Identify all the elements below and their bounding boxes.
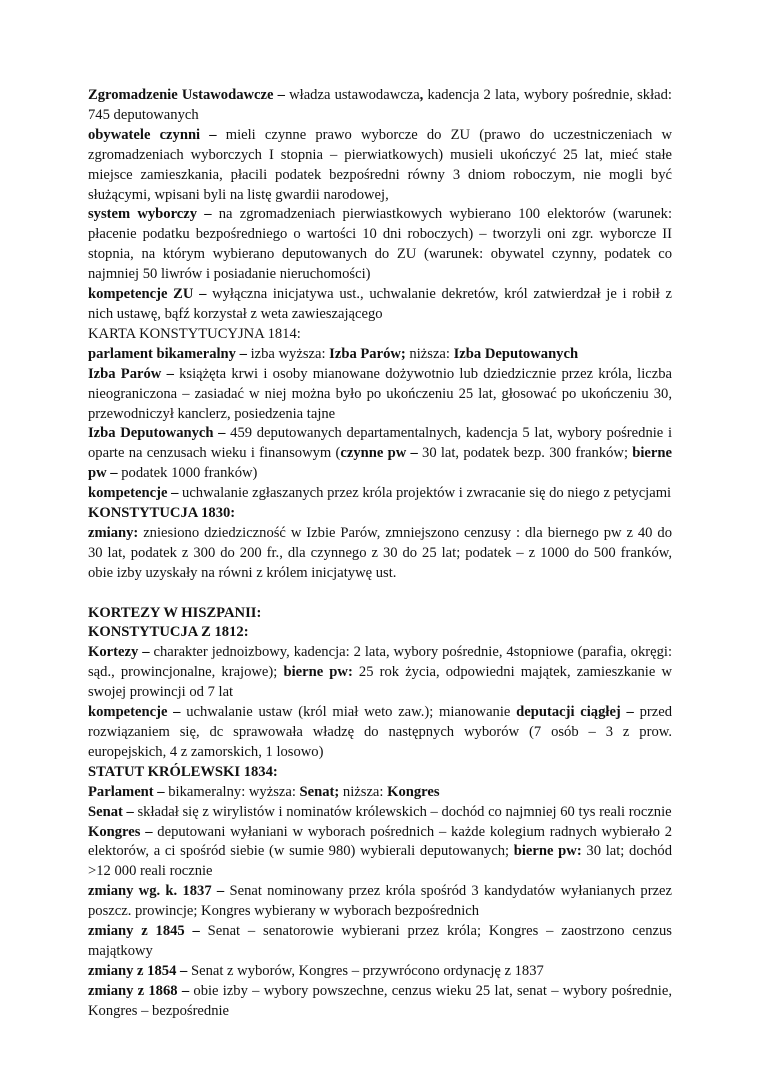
text-run: 25 rok życia, odpowiedni majątek, zamieszkanie w swojej prowincji od 7 lat bbox=[88, 664, 672, 701]
bold-term: Senat – bbox=[88, 803, 138, 820]
bold-term: Izba Parów – bbox=[88, 365, 180, 382]
bold-term: zmiany z 1845 – bbox=[88, 923, 208, 940]
text-run: Senat – senatorowie wybierani przez króla; Kongres – zaostrzono cenzus majątkowy bbox=[88, 923, 672, 959]
text-run: 30 lat, podatek bezp. 300 franków; bbox=[422, 445, 633, 462]
paragraph bbox=[88, 424, 672, 484]
bold-term: KORTEZY W HISZPANII: bbox=[88, 604, 262, 621]
text-run: władza ustawodawcza bbox=[289, 87, 420, 103]
text-run: uchwalanie zgłaszanych przez króla projektów i zwracanie się do niego z petycjami bbox=[182, 485, 672, 502]
bold-term: , bbox=[419, 87, 424, 103]
text-run: mieli czynne prawo wyborcze do ZU (prawo do uczestniczeniach w zgromadzeniach wyborczych I stopnia – pierwiatkowych) musieli ukończyć 25 lat, mieć stałe miejsce zamieszkania, płacili podatek bezpośredni równy 3 dniom roboczym, nie mogli być służącymi, wpisani byli na listę gwardii narodowej, bbox=[88, 126, 672, 203]
paragraph bbox=[88, 524, 672, 584]
bold-term: system wyborczy – bbox=[88, 206, 219, 223]
text-run: niższa: bbox=[339, 783, 388, 800]
text-run: bikameralny: wyższa: bbox=[168, 783, 300, 800]
text-run: 30 lat; dochód >12 000 reali rocznie bbox=[88, 843, 672, 880]
bold-term: Kongres – bbox=[88, 823, 158, 840]
paragraph bbox=[88, 922, 672, 962]
paragraph bbox=[88, 823, 672, 883]
text-run: kadencja 2 lata, wybory pośrednie, skład: 745 deputowanych bbox=[88, 87, 672, 123]
section-gap bbox=[88, 584, 672, 604]
text-run: izba wyższa: bbox=[250, 345, 330, 362]
text-run: książęta krwi i osoby mianowane dożywotnio lub dziedzicznie przez króla, liczba nieograniczona – zasiadać w niej można było po ukończeniu 25 lat, głosować po ukończeniu 30, przewodniczył kanclerz, posiedzenia tajne bbox=[88, 365, 672, 422]
bold-term: deputacji ciągłej – bbox=[516, 704, 640, 721]
paragraph bbox=[88, 126, 672, 206]
bold-term: Izba Parów; bbox=[329, 345, 406, 362]
text-run: Senat z wyborów, Kongres – przywrócono ordynację z 1837 bbox=[190, 962, 544, 979]
bold-term: Senat; bbox=[299, 783, 340, 800]
bold-term: czynne pw – bbox=[340, 445, 423, 462]
bold-term: bierne pw: bbox=[513, 843, 587, 860]
text-run: niższa: bbox=[405, 345, 454, 362]
text-run: składał się z wirylistów i nominatów królewskich – dochód co najmniej 60 tys reali rocznie bbox=[137, 803, 672, 820]
section-heading bbox=[88, 604, 672, 624]
bold-term: bierne pw: bbox=[283, 664, 359, 681]
bold-term: zmiany wg. k. 1837 – bbox=[88, 883, 230, 900]
section-heading bbox=[88, 325, 672, 345]
bold-term: parlament bikameralny – bbox=[88, 345, 251, 362]
text-run: obie izby – wybory powszechne, cenzus wieku 25 lat, senat – wybory pośrednie, Kongres – bezpośrednie bbox=[88, 982, 672, 1019]
document-page bbox=[88, 86, 672, 1022]
paragraph bbox=[88, 803, 672, 823]
paragraph bbox=[88, 365, 672, 425]
bold-term: KONSTYTUCJA Z 1812: bbox=[88, 624, 249, 641]
text-run: na zgromadzeniach pierwiastkowych wybierano 100 elektorów (warunek: płacenie podatku bezpośredniego o wartości 10 dni roboczych) – tworzyli oni zgr. wyborcze II stopnia, na którym wybierano deputowanych do ZU (warunek: obywatel czynny, podatek co najmniej 50 liwrów i posiadanie nieruchomości) bbox=[88, 206, 672, 283]
text-run: charakter jednoizbowy, kadencja: 2 lata, wybory pośrednie, 4stopniowe (parafia, okręgi: sąd., prowincjonalne, krajowe); bbox=[88, 644, 672, 681]
text-run: KARTA KONSTYTUCYJNA 1814: bbox=[88, 325, 301, 342]
text-run: deputowani wyłaniani w wyborach pośrednich – każde kolegium radnych wybierało 2 elektorów, a ci spośród siebie (w sumie 980) wybierali deputowanych; bbox=[88, 823, 672, 860]
bold-term: Kortezy – bbox=[88, 644, 154, 661]
text-run: Senat nominowany przez króla spośród 3 kandydatów wyłanianych przez poszcz. prowincje; Kongres wybierany w wyborach bezpośrednich bbox=[88, 883, 673, 920]
paragraph bbox=[88, 962, 672, 982]
bold-term: bierne pw – bbox=[88, 445, 672, 482]
text-run: podatek 1000 franków) bbox=[121, 465, 258, 482]
text-run: zniesiono dziedziczność w Izbie Parów, zmniejszono cenzusy : dla biernego pw z 40 do 30 lat, podatek z 300 do 200 fr., dla czynnego z 30 do 25 lat; podatek – z 1000 do 500 franków, obie izby uzyskały na równi z królem inicjatywę ust. bbox=[88, 524, 672, 581]
section-heading bbox=[88, 763, 672, 783]
bold-term: kompetencje ZU – bbox=[88, 286, 213, 303]
paragraph bbox=[88, 783, 672, 803]
bold-term: obywatele czynni – bbox=[88, 126, 226, 143]
section-heading bbox=[88, 623, 672, 643]
paragraph bbox=[88, 86, 672, 126]
bold-term: Izba Deputowanych bbox=[453, 345, 579, 362]
bold-term: zmiany z 1868 – bbox=[88, 982, 194, 999]
paragraph bbox=[88, 345, 672, 365]
bold-term: Izba Deputowanych – bbox=[88, 425, 231, 442]
bold-term: STATUT KRÓLEWSKI 1834: bbox=[88, 763, 278, 780]
bold-term: KONSTYTUCJA 1830: bbox=[88, 505, 236, 522]
bold-term: kompetencje – bbox=[88, 704, 187, 721]
bold-term: zmiany: bbox=[88, 524, 144, 541]
paragraph bbox=[88, 205, 672, 285]
bold-term: zmiany z 1854 – bbox=[88, 962, 191, 979]
text-run: przed rozwiązaniem się, dc sprawowała władzę do następnych wyborów (7 osób – 3 z prow. europejskich, 4 z zamorskich, 1 losowo) bbox=[88, 704, 673, 760]
bold-term: Parlament – bbox=[88, 783, 169, 800]
section-heading bbox=[88, 504, 672, 524]
paragraph bbox=[88, 982, 672, 1022]
paragraph bbox=[88, 643, 672, 703]
text-run: wyłączna inicjatywa ust., uchwalanie dekretów, król zatwierdzał je i robił z nich ustawę, bąfź korzystał z weta zawieszającego bbox=[88, 286, 672, 322]
paragraph bbox=[88, 882, 672, 922]
bold-term: Zgromadzenie Ustawodawcze – bbox=[88, 87, 290, 103]
text-run: uchwalanie ustaw (król miał weto zaw.); mianowanie bbox=[186, 704, 517, 721]
bold-term: Kongres bbox=[387, 783, 440, 800]
text-run: 459 deputowanych departamentalnych, kadencja 5 lat, wybory pośrednie i oparte na cenzusach wieku i finansowym ( bbox=[88, 425, 672, 462]
paragraph bbox=[88, 285, 672, 325]
paragraph bbox=[88, 703, 672, 763]
paragraph bbox=[88, 484, 672, 504]
bold-term: kompetencje – bbox=[88, 485, 183, 502]
